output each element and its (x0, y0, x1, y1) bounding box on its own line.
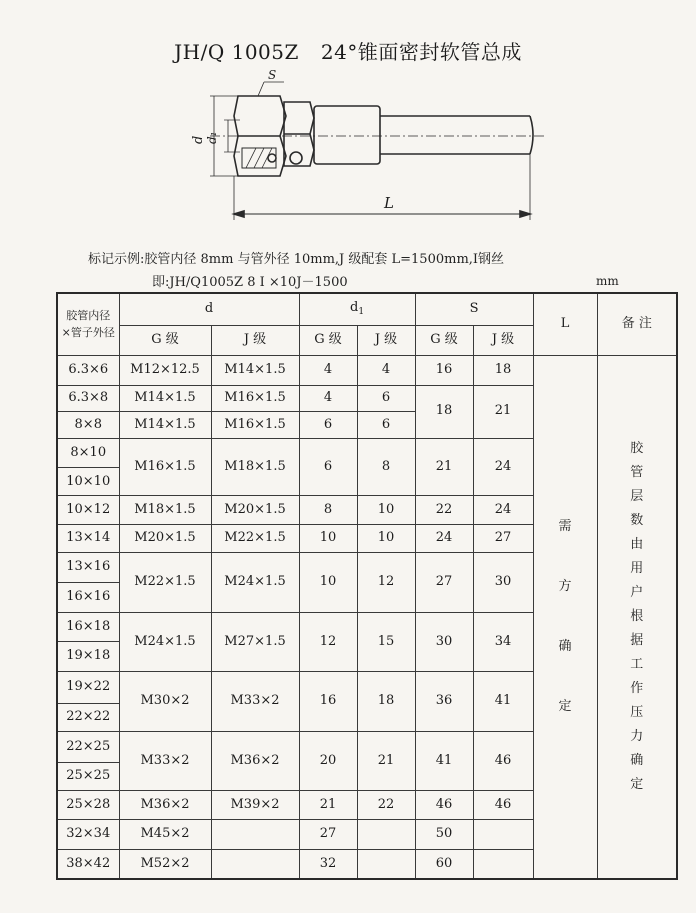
d-g-cell: M20×1.5 (119, 524, 211, 553)
d-j-cell: M39×2 (211, 791, 299, 820)
s-j-cell (473, 849, 533, 879)
header-hose-size (57, 293, 119, 355)
d-j-cell: M14×1.5 (211, 355, 299, 385)
spec-cell: 19×18 (57, 642, 119, 672)
spec-cell: 6.3×6 (57, 355, 119, 385)
d1-j-cell: 10 (357, 495, 415, 524)
s-g-cell: 36 (415, 671, 473, 731)
d1-g-cell: 8 (299, 495, 357, 524)
d-g-cell: M12×12.5 (119, 355, 211, 385)
d1-j-cell: 18 (357, 671, 415, 731)
d-g-cell: M18×1.5 (119, 495, 211, 524)
s-j-cell: 24 (473, 438, 533, 495)
s-j-cell: 41 (473, 671, 533, 731)
spec-cell: 16×18 (57, 612, 119, 642)
d1-j-cell: 6 (357, 412, 415, 439)
s-g-cell: 41 (415, 732, 473, 791)
s-j-cell: 24 (473, 495, 533, 524)
d-g-cell: M36×2 (119, 791, 211, 820)
d1-j-cell: 6 (357, 385, 415, 412)
d1-g-cell: 6 (299, 412, 357, 439)
d-j-cell: M27×1.5 (211, 612, 299, 671)
length-label: L (384, 194, 394, 212)
s-j-cell: 30 (473, 553, 533, 612)
spec-cell: 38×42 (57, 849, 119, 879)
header-remark: 备 注 (597, 293, 677, 355)
hose-assembly-drawing (180, 68, 560, 228)
header-d-j: J 级 (211, 326, 299, 356)
s-g-cell: 30 (415, 612, 473, 671)
d-g-cell: M22×1.5 (119, 553, 211, 612)
header-d: d (119, 293, 299, 326)
d1-g-cell: 16 (299, 671, 357, 731)
marking-example-line-1: 标记示例:胶管内径 8mm 与管外径 10mm,J 级配套 L=1500mm,Ⅰ钢丝 (88, 252, 505, 267)
header-d1 (299, 293, 415, 326)
d-label: d (191, 135, 206, 144)
d-g-cell: M33×2 (119, 732, 211, 791)
d1-j-cell (357, 849, 415, 879)
d-j-cell: M36×2 (211, 732, 299, 791)
d1-g-cell: 21 (299, 791, 357, 820)
s-j-cell: 21 (473, 385, 533, 438)
header-l: L (533, 293, 597, 355)
d-g-cell: M16×1.5 (119, 438, 211, 495)
s-g-cell: 16 (415, 355, 473, 385)
d-j-cell: M33×2 (211, 671, 299, 731)
s-g-cell: 18 (415, 385, 473, 438)
table-row (57, 355, 677, 385)
page-title (0, 36, 696, 65)
s-g-cell: 46 (415, 791, 473, 820)
spec-cell: 32×34 (57, 820, 119, 850)
spec-cell: 13×16 (57, 553, 119, 583)
spec-cell: 22×25 (57, 732, 119, 763)
header-d1-subscript: 1 (358, 307, 365, 318)
d1-j-cell: 21 (357, 732, 415, 791)
d1-j-cell: 8 (357, 438, 415, 495)
spec-cell: 8×10 (57, 438, 119, 468)
s-j-cell: 18 (473, 355, 533, 385)
s-j-cell: 46 (473, 732, 533, 791)
d-j-cell (211, 820, 299, 850)
d1-g-cell: 32 (299, 849, 357, 879)
d-g-cell: M14×1.5 (119, 385, 211, 412)
s-g-cell: 22 (415, 495, 473, 524)
s-g-cell: 60 (415, 849, 473, 879)
d1-g-cell: 20 (299, 732, 357, 791)
s-g-cell: 24 (415, 524, 473, 553)
spec-cell: 25×25 (57, 762, 119, 791)
header-hose-size-bottom: ×管子外径 (61, 326, 115, 340)
d1-g-cell: 4 (299, 385, 357, 412)
spec-cell: 25×28 (57, 791, 119, 820)
d-j-cell: M20×1.5 (211, 495, 299, 524)
header-d-g: G 级 (119, 326, 211, 356)
d-g-cell: M30×2 (119, 671, 211, 731)
spec-cell: 19×22 (57, 671, 119, 703)
d-j-cell: M24×1.5 (211, 553, 299, 612)
d1-g-cell: 6 (299, 438, 357, 495)
header-d1-g: G 级 (299, 326, 357, 356)
d-j-cell: M16×1.5 (211, 385, 299, 412)
d-j-cell: M16×1.5 (211, 412, 299, 439)
header-s-g: G 级 (415, 326, 473, 356)
d1-j-cell: 12 (357, 553, 415, 612)
d-g-cell: M14×1.5 (119, 412, 211, 439)
spec-cell: 16×16 (57, 582, 119, 612)
d1-j-cell: 10 (357, 524, 415, 553)
spec-cell: 13×14 (57, 524, 119, 553)
d-j-cell: M22×1.5 (211, 524, 299, 553)
remark-text: 胶管层数由用户根据工作压力确定 (630, 440, 644, 792)
s-j-cell: 46 (473, 791, 533, 820)
spec-cell: 6.3×8 (57, 385, 119, 412)
header-s-j: J 级 (473, 326, 533, 356)
unit-label: mm (596, 274, 619, 288)
s-j-cell: 27 (473, 524, 533, 553)
d1-j-cell (357, 820, 415, 850)
d-g-cell: M52×2 (119, 849, 211, 879)
d-j-cell: M18×1.5 (211, 438, 299, 495)
marking-example-line-2: 即:JH/Q1005Z 8 Ⅰ ×10J－1500 (152, 275, 348, 290)
d1-j-cell: 4 (357, 355, 415, 385)
s-g-cell: 21 (415, 438, 473, 495)
d1-label: d₁ (205, 131, 219, 144)
spec-table (56, 292, 678, 880)
header-d1-text: d (349, 300, 359, 316)
d1-g-cell: 4 (299, 355, 357, 385)
standard-number: JH/Q 1005Z (174, 40, 299, 64)
spec-cell: 8×8 (57, 412, 119, 439)
d-g-cell: M45×2 (119, 820, 211, 850)
d1-g-cell: 10 (299, 524, 357, 553)
header-d1-j: J 级 (357, 326, 415, 356)
s-g-cell: 50 (415, 820, 473, 850)
d1-g-cell: 27 (299, 820, 357, 850)
l-cell (533, 355, 597, 879)
spec-cell: 10×10 (57, 468, 119, 496)
s-label: S (268, 68, 277, 82)
header-s: S (415, 293, 533, 326)
d-g-cell: M24×1.5 (119, 612, 211, 671)
d1-j-cell: 22 (357, 791, 415, 820)
spec-cell: 10×12 (57, 495, 119, 524)
s-j-cell (473, 820, 533, 850)
standard-name: 24°锥面密封软管总成 (320, 40, 522, 64)
d1-g-cell: 12 (299, 612, 357, 671)
l-text: 需方确定 (558, 518, 572, 714)
s-g-cell: 27 (415, 553, 473, 612)
d-j-cell (211, 849, 299, 879)
d1-j-cell: 15 (357, 612, 415, 671)
spec-cell: 22×22 (57, 703, 119, 732)
remark-cell (597, 355, 677, 879)
s-j-cell: 34 (473, 612, 533, 671)
header-hose-size-top: 胶管内径 (66, 308, 111, 322)
d1-g-cell: 10 (299, 553, 357, 612)
